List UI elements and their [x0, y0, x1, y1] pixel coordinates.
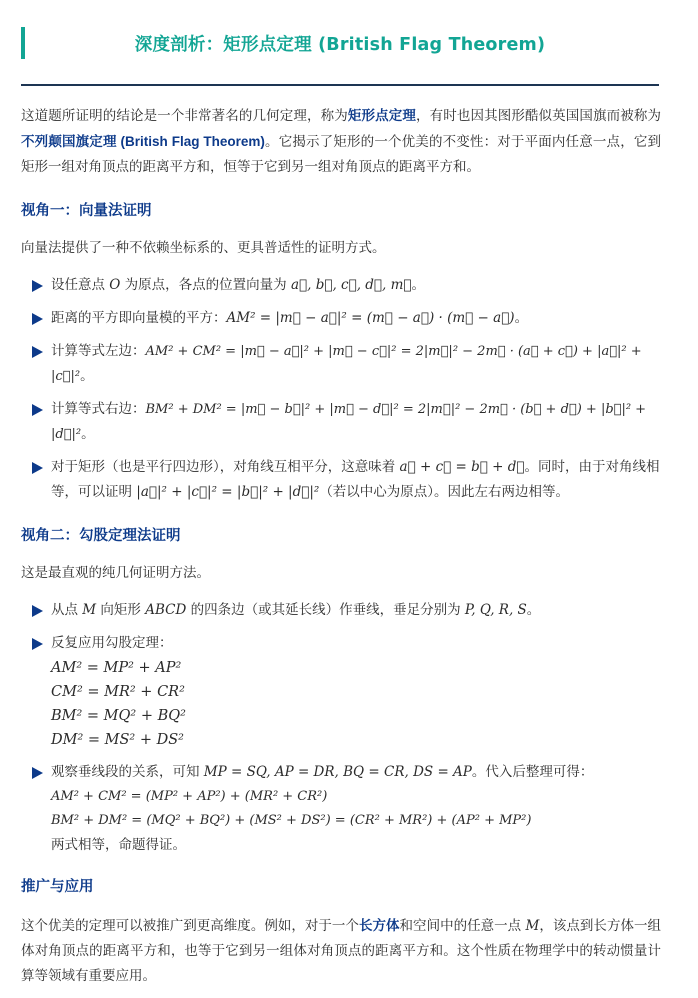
list-item — [21, 397, 661, 447]
article-body — [21, 104, 661, 989]
equation-line: AM² = MP² + AP² — [51, 660, 182, 676]
item-text: 反复应用勾股定理： — [51, 635, 173, 651]
item-text: 从点 — [51, 602, 83, 618]
list-item — [21, 631, 661, 752]
list-item — [21, 339, 661, 389]
math-expression: a⃗ + c⃗ = b⃗ + d⃗ — [399, 459, 525, 475]
item-text: 设任意点 — [51, 277, 110, 293]
math-expression: |a⃗|² + |c⃗|² = |b⃗|² + |d⃗|² — [136, 484, 320, 500]
bullet-triangle-icon — [32, 280, 43, 292]
item-text: 向矩形 — [96, 602, 146, 618]
item-text: 。 — [514, 310, 529, 326]
item-text: （若以中心为原点）。因此左右两边相等。 — [319, 484, 570, 500]
section-heading-generalization: 推广与应用 — [21, 879, 94, 895]
generalization-paragraph — [21, 914, 661, 989]
section-heading-vector: 视角一：向量法证明 — [21, 203, 152, 219]
title-accent-bar — [21, 27, 25, 59]
keyword-british-flag-theorem: 不列颠国旗定理 — [21, 134, 117, 150]
item-text: 。 — [411, 277, 425, 293]
item-text: 距离的平方即向量模的平方： — [51, 310, 227, 326]
intro-text-1: 这道题所证明的结论是一个非常著名的几何定理，称为 — [21, 108, 348, 124]
list-item — [21, 455, 661, 505]
item-text: 为原点，各点的位置向量为 — [120, 277, 291, 293]
equation-line: BM² = MQ² + BQ² — [51, 708, 186, 724]
bullet-triangle-icon — [32, 313, 43, 325]
item-text: 。 — [80, 368, 94, 384]
page-title: 深度剖析：矩形点定理 (British Flag Theorem) — [134, 34, 546, 55]
bullet-triangle-icon — [32, 605, 43, 617]
math-expression: a⃗, b⃗, c⃗, d⃗, m⃗ — [290, 277, 412, 293]
paragraph-text: ，该点到长方体一组体对角顶点的距离平方和，也等于它到另一组体对角顶点的距离平方和。这个性质在物理学中的转动惯量计算等领域有重要应用。 — [21, 918, 662, 984]
list-item — [21, 306, 661, 331]
equation-line: BM² + DM² = (MQ² + BQ²) + (MS² + DS²) = (CR² + MR²) + (AP² + MP²) — [51, 813, 532, 828]
keyword-cuboid: 长方体 — [358, 918, 400, 934]
intro-text-2: ，有时也因其图形酷似英国国旗而被称为 — [415, 108, 662, 124]
item-text: 。 — [526, 602, 541, 618]
intro-paragraph — [21, 104, 661, 180]
section-pythagorean-intro: 这是最直观的纯几何证明方法。 — [21, 565, 210, 581]
math-expression: O — [109, 277, 121, 293]
equation-line: DM² = MS² + DS² — [51, 732, 184, 748]
bullet-triangle-icon — [32, 638, 43, 650]
item-text: 的四条边（或其延长线）作垂线，垂足分别为 — [186, 602, 465, 618]
conclusion-text: 两式相等，命题得证。 — [51, 837, 186, 853]
bullet-triangle-icon — [32, 462, 43, 474]
math-expression: P, Q, R, S — [464, 602, 527, 618]
item-text: 。 — [81, 426, 95, 442]
item-text: 计算等式右边： — [51, 401, 146, 417]
item-text: 计算等式左边： — [51, 343, 146, 359]
math-expression: AM² + CM² = |m⃗ − a⃗|² + |m⃗ − c⃗|² = 2|m⃗|² − 2m⃗ · (a⃗ + c⃗) + |a⃗|² + |c⃗|² — [51, 344, 642, 384]
equation-line: AM² + CM² = (MP² + AP²) + (MR² + CR²) — [51, 789, 328, 804]
math-expression: M — [525, 918, 540, 934]
title-bar — [21, 27, 659, 59]
section-heading-pythagorean: 视角二：勾股定理法证明 — [21, 528, 181, 544]
keyword-british-flag-theorem-en: (British Flag Theorem) — [116, 134, 265, 149]
math-expression: MP = SQ, AP = DR, BQ = CR, DS = AP — [203, 764, 472, 780]
item-text: 对于矩形（也是平行四边形），对角线互相平分，这意味着 — [51, 459, 400, 475]
list-item — [21, 760, 661, 858]
bullet-triangle-icon — [32, 767, 43, 779]
math-expression: BM² + DM² = |m⃗ − b⃗|² + |m⃗ − d⃗|² = 2|m⃗|² − 2m⃗ · (b⃗ + d⃗) + |b⃗|² + |d⃗|² — [51, 402, 647, 442]
paragraph-text: 和空间中的任意一点 — [399, 918, 526, 934]
intro-text-3: 。它揭示了矩形的一个优美的不变性：对于平面内任意一点，它到矩形一组对角顶点的距离平方和，恒等于它到另一组对角顶点的距离平方和。 — [21, 134, 662, 175]
math-expression: ABCD — [145, 602, 187, 618]
vector-proof-list — [21, 273, 661, 505]
pythagorean-proof-list — [21, 598, 661, 858]
list-item — [21, 273, 661, 298]
item-text: 。代入后整理可得： — [471, 764, 594, 780]
bullet-triangle-icon — [32, 404, 43, 416]
bullet-triangle-icon — [32, 346, 43, 358]
item-text: 。同时，由于对角线相等，可以证明 — [51, 459, 660, 500]
title-divider — [21, 84, 659, 86]
section-vector-intro: 向量法提供了一种不依赖坐标系的、更具普适性的证明方式。 — [21, 240, 386, 256]
paragraph-text: 这个优美的定理可以被推广到更高维度。例如，对于一个 — [21, 918, 359, 934]
list-item — [21, 598, 661, 623]
math-expression: AM² = |m⃗ − a⃗|² = (m⃗ − a⃗) · (m⃗ − a⃗) — [226, 310, 515, 326]
item-text: 观察垂线段的关系，可知 — [51, 764, 204, 780]
keyword-rectangle-point-theorem: 矩形点定理 — [347, 108, 416, 124]
math-expression: M — [82, 602, 97, 618]
equation-line: CM² = MR² + CR² — [51, 684, 185, 700]
